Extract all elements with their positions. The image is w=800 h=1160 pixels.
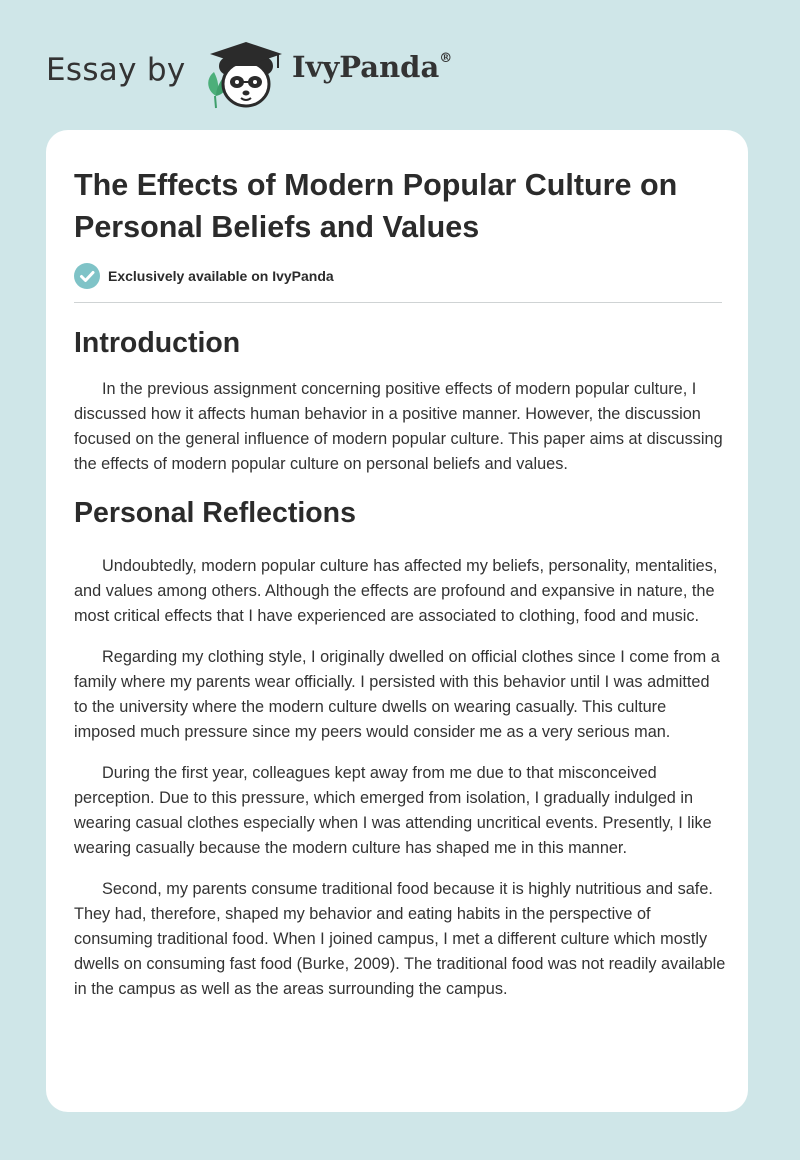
essay-card	[46, 130, 748, 1112]
section-heading-personal-reflections: Personal Reflections	[74, 497, 356, 529]
section-heading-introduction: Introduction	[74, 327, 241, 359]
essay-title: The Effects of Modern Popular Culture on Personal Beliefs and Values	[74, 168, 678, 244]
registered-mark: ®	[439, 51, 453, 67]
exclusive-label: Exclusively available on IvyPanda	[108, 268, 334, 284]
divider	[74, 302, 722, 303]
paragraph: Undoubtedly, modern popular culture has affected my beliefs, personality, mentalities, and values among others. Although the effects are profound and expansive in nature, the most critical effects that I have experienced are associated to clothing, food and music.	[74, 557, 718, 625]
paragraph: Second, my parents consume traditional food because it is highly nutritious and safe. They had, therefore, shaped my behavior and eating habits in the perspective of consuming traditional food. When I joined campus, I met a different culture which mostly dwells on consuming fast food (Burke, 2009). The traditional food was not readily available in the campus as well as the areas surrounding the campus.	[74, 880, 726, 998]
ivypanda-brand[interactable]: IvyPanda®	[292, 50, 453, 84]
site-header	[46, 34, 746, 114]
paragraph: During the first year, colleagues kept away from me due to that misconceived perception. Due to this pressure, which emerged from isolation, I gradually indulged in wearing casual clothes especially when I was attending uncritical events. Presently, I like wearing casually because the modern culture has shaped me in this manner.	[74, 764, 712, 857]
check-circle-icon	[74, 263, 100, 289]
exclusive-badge	[74, 262, 674, 290]
panda-logo-icon[interactable]	[202, 38, 286, 112]
paragraph: Regarding my clothing style, I originally dwelled on official clothes since I come from a family where my parents wear officially. I persisted with this behavior until I was admitted to the university where the modern culture dwells on wearing casually. This culture imposed much pressure since my peers would consider me as a very serious man.	[74, 648, 720, 741]
paragraph: In the previous assignment concerning positive effects of modern popular culture, I discussed how it affects human behavior in a positive manner. However, the discussion focused on the general influence of modern popular culture. This paper aims at discussing the effects of modern popular culture on personal beliefs and values.	[74, 380, 723, 473]
essay-by-label: Essay by	[46, 52, 186, 88]
essay-body	[74, 323, 726, 1018]
